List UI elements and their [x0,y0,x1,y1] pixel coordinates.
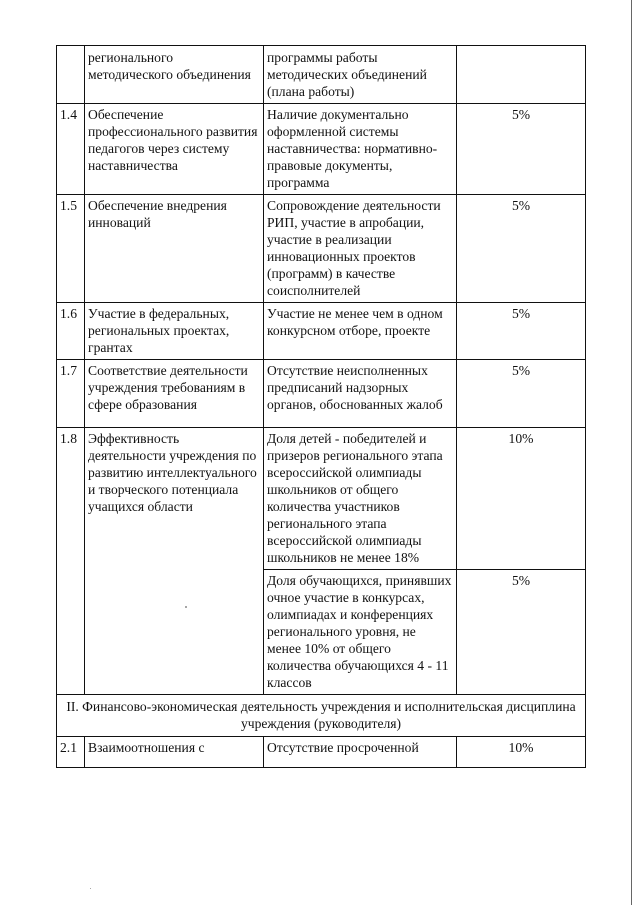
table-row [57,303,586,360]
table-row [57,360,586,428]
row-number-cell: 1.4 [57,104,85,195]
indicator-cell: программы работы методических объединений (плана работы) [264,46,457,104]
indicator-cell: Участие не менее чем в одном конкурсном отборе, проекте [264,303,457,360]
table-row [57,104,586,195]
indicator-cell: Доля обучающихся, принявших очное участие в конкурсах, олимпиадах и конференциях регионального уровня, не менее 10% от общего количества обучающихся 4 - 11 классов [264,570,457,695]
row-number-cell [57,46,85,104]
row-number-cell: 1.5 [57,195,85,303]
scan-speck [90,888,91,889]
row-number-cell: 1.8 [57,428,85,695]
percent-cell: 10% [457,428,586,570]
row-number-cell: 1.7 [57,360,85,428]
percent-cell: 5% [457,303,586,360]
criteria-table [56,45,586,768]
criterion-cell: Обеспечение внедрения инноваций [85,195,264,303]
section-heading: II. Финансово-экономическая деятельность учреждения и исполнительская дисциплина учреждения (руководителя) [57,695,586,737]
section-heading-row [57,695,586,737]
percent-cell: 5% [457,360,586,428]
percent-cell: 5% [457,570,586,695]
criterion-cell: Обеспечение профессионального развития педагогов через систему наставничества [85,104,264,195]
criterion-cell: Участие в федеральных, региональных проектах, грантах [85,303,264,360]
scan-speck [185,606,187,608]
percent-cell: 5% [457,195,586,303]
row-number-cell: 1.6 [57,303,85,360]
criterion-cell: Эффективность деятельности учреждения по развитию интеллектуального и творческого потенциала учащихся области [85,428,264,695]
row-number-cell: 2.1 [57,737,85,768]
percent-cell: 10% [457,737,586,768]
percent-cell [457,46,586,104]
table-row [57,737,586,768]
criterion-cell: Взаимоотношения с [85,737,264,768]
criterion-cell: регионального методического объединения [85,46,264,104]
indicator-cell: Отсутствие просроченной [264,737,457,768]
table-row [57,46,586,104]
table-row [57,195,586,303]
percent-cell: 5% [457,104,586,195]
indicator-cell: Отсутствие неисполненных предписаний надзорных органов, обоснованных жалоб [264,360,457,428]
criterion-cell: Соответствие деятельности учреждения требованиям в сфере образования [85,360,264,428]
indicator-cell: Доля детей - победителей и призеров регионального этапа всероссийской олимпиады школьников от общего количества участников регионального этапа всероссийской олимпиады школьников не менее 18% [264,428,457,570]
table-row [57,428,586,570]
indicator-cell: Наличие документально оформленной системы наставничества: нормативно-правовые документы, программа [264,104,457,195]
indicator-cell: Сопровождение деятельности РИП, участие в апробации, участие в реализации инновационных проектов (программ) в качестве соисполнителей [264,195,457,303]
page-edge-line [631,0,632,905]
